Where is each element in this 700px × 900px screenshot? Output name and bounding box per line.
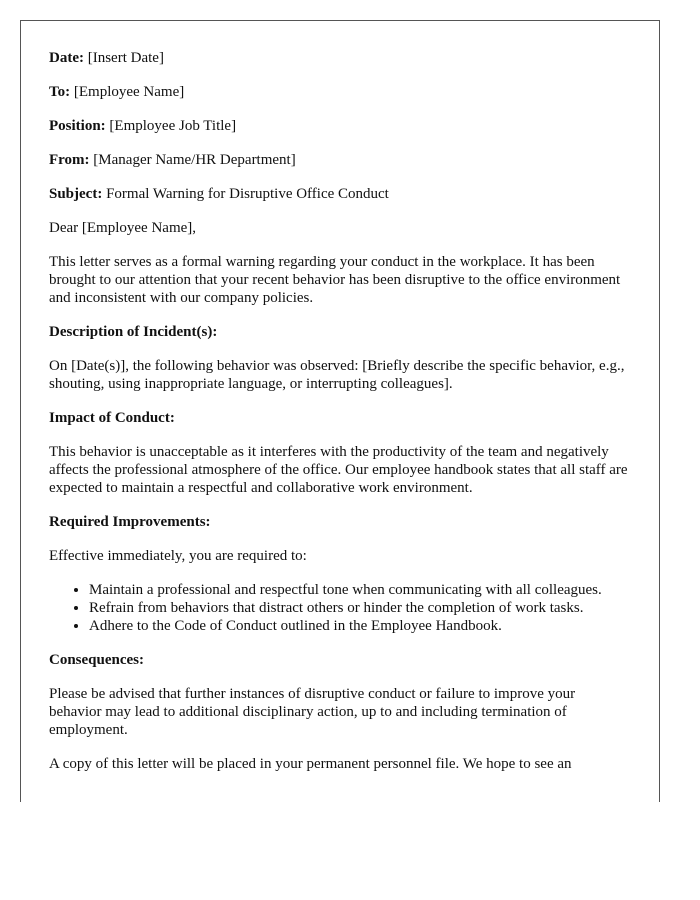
date-line — [49, 49, 631, 67]
consequences-heading: Consequences: — [49, 652, 145, 668]
date-value: [Insert Date] — [83, 50, 164, 66]
description-paragraph: On [Date(s)], the following behavior was observed: [Briefly describe the specific behavior, e.g., shouting, using inappropriate language, or interrupting colleagues]. — [49, 358, 625, 392]
position-line — [49, 117, 631, 135]
intro-paragraph: This letter serves as a formal warning regarding your conduct in the workplace. It has been brought to our attention that your recent behavior has been disruptive to the office environment and inconsistent with our company policies. — [49, 254, 621, 306]
from-label: From: — [49, 152, 90, 168]
greeting: Dear [Employee Name], — [49, 220, 197, 236]
improvements-intro: Effective immediately, you are required to: — [49, 548, 307, 564]
from-value: [Manager Name/HR Department] — [89, 152, 296, 168]
to-line — [49, 83, 631, 101]
date-label: Date: — [49, 50, 84, 66]
letter-page — [20, 20, 660, 802]
description-heading: Description of Incident(s): — [49, 324, 218, 340]
consequences-paragraph: Please be advised that further instances of disruptive conduct or failure to improve your behavior may lead to additional disciplinary action, up to and including termination of employment. — [49, 686, 576, 738]
to-value: [Employee Name] — [70, 84, 185, 100]
impact-paragraph: This behavior is unacceptable as it interferes with the productivity of the team and negatively affects the professional atmosphere of the office. Our employee handbook states that all staff are expected to maintain a respectful and collaborative work environment. — [49, 444, 628, 496]
letter-content — [21, 21, 659, 773]
improvements-list — [49, 581, 631, 635]
to-label: To: — [49, 84, 71, 100]
impact-heading: Impact of Conduct: — [49, 410, 175, 426]
position-label: Position: — [49, 118, 106, 134]
list-item: • Refrain from behaviors that distract others or hinder the completion of work tasks. — [89, 599, 631, 617]
subject-value: Formal Warning for Disruptive Office Conduct — [102, 186, 389, 202]
subject-label: Subject: — [49, 186, 103, 202]
list-item: • Maintain a professional and respectful tone when communicating with all colleagues. — [89, 581, 631, 599]
closing-paragraph: A copy of this letter will be placed in your permanent personnel file. We hope to see an — [49, 756, 572, 772]
from-line — [49, 151, 631, 169]
subject-line — [49, 185, 631, 203]
position-value: [Employee Job Title] — [105, 118, 237, 134]
improvements-heading: Required Improvements: — [49, 514, 211, 530]
list-item: • Adhere to the Code of Conduct outlined in the Employee Handbook. — [89, 617, 631, 635]
